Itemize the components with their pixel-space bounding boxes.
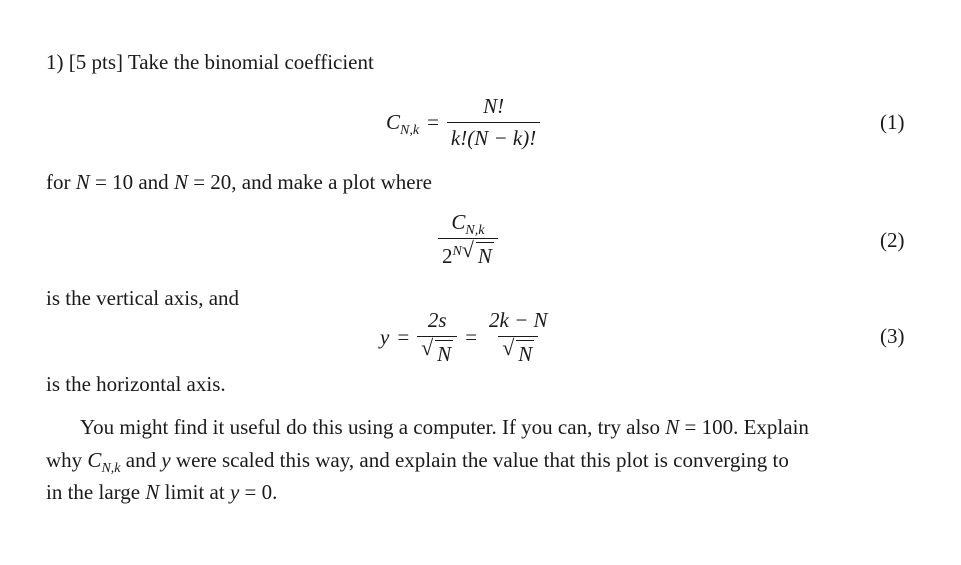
eq2-sqrt: √ N [461, 236, 492, 268]
eq2-denominator: $2^N$ √ N [438, 238, 498, 269]
equation-2-number: (2) [880, 228, 905, 252]
radical-icon: √ [421, 334, 434, 360]
line-for-n-symbol-2: N [173, 170, 188, 194]
paragraph-line-1: You might find it useful do this using a computer. If you can, try also N = 100. Explain [80, 415, 809, 439]
line-for-eq1: = 10 and [95, 170, 169, 194]
line-for-n [46, 170, 432, 195]
problem-intro: Take the binomial coefficient [127, 50, 374, 74]
eq3-equals-1: = [397, 324, 410, 349]
equation-3-number: (3) [880, 324, 905, 348]
eq3-frac1-denominator: √ N [417, 336, 457, 367]
eq2-numerator: $C_{N,k}$ [451, 209, 485, 238]
eq3-frac1-numerator: 2s [427, 307, 447, 332]
equation-1-number: (1) [880, 110, 905, 134]
eq1-lhs: $C_{N,k}$ [386, 109, 420, 138]
eq1-numerator: N! [483, 93, 505, 118]
line-for-eq2: = 20, and make a plot where [193, 170, 432, 194]
eq2-fraction [438, 210, 498, 269]
eq3-frac2-numerator: 2k − N [489, 307, 548, 332]
problem-header [46, 50, 374, 75]
paragraph-line-3: in the large N limit at y = 0. [46, 480, 278, 504]
eq1-equals: = [427, 109, 439, 134]
line-for-prefix: for [46, 170, 71, 194]
line-for-n-symbol-1: N [75, 170, 90, 194]
eq3-fraction-2 [485, 308, 552, 367]
equation-2 [438, 208, 498, 270]
problem-points: [5 pts] [68, 50, 123, 74]
line-vertical-axis: is the vertical axis, and [46, 286, 240, 310]
line-horizontal-axis: is the horizontal axis. [46, 372, 226, 396]
eq3-equals-2: = [465, 324, 478, 349]
eq3-frac2-denominator: √ N [498, 336, 538, 367]
equation-3 [380, 306, 552, 368]
problem-number: 1) [46, 50, 64, 74]
radical-icon: √ [502, 334, 515, 360]
eq3-fraction-1 [417, 308, 457, 367]
eq3-lhs: y [380, 324, 390, 349]
paragraph-line-2: why $C_{N,k}$ and y were scaled this way, and explain the value that this plot is converging to [46, 448, 789, 476]
radical-icon: √ [461, 236, 474, 262]
eq1-denominator: k!(N − k)! [447, 122, 540, 151]
equation-1 [386, 92, 540, 152]
eq1-fraction [447, 94, 540, 151]
